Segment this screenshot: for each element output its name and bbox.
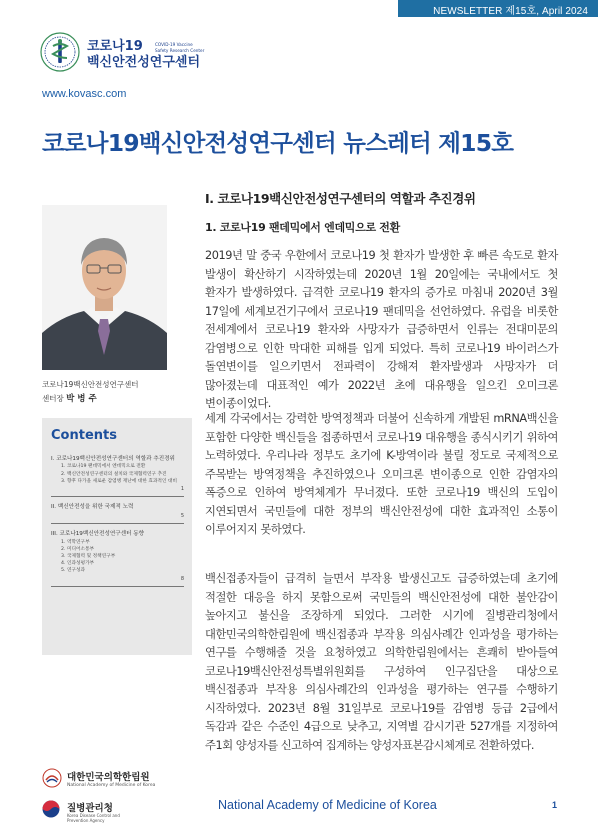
toc-page-number: 1	[51, 485, 184, 497]
toc-item[interactable]: 3. 국제협력 및 정책연구부	[61, 554, 116, 560]
toc-section	[51, 503, 184, 524]
toc-item[interactable]: 3. 향후 다가올 새로운 감염병 재난에 대한 효과적인 대비	[61, 478, 178, 484]
director-affiliation: 코로나19백신안전성연구센터	[42, 380, 139, 389]
toc-item[interactable]: 1. 역학연구부	[61, 539, 90, 545]
toc-page-number: 8	[51, 575, 184, 587]
toc-section	[51, 455, 184, 497]
director-name: 박 병 주	[66, 394, 97, 404]
contents-box	[42, 418, 192, 655]
nam-name-kr: 대한민국의학한림원	[67, 772, 150, 783]
org-name-en-line1: COVID-19 Vaccine	[155, 42, 193, 47]
org-name-en	[155, 42, 205, 53]
website-link[interactable]: www.kovasc.com	[42, 88, 127, 100]
toc-section-title[interactable]: II. 백신안전성을 위한 국제적 노력	[51, 504, 134, 511]
toc-section	[51, 530, 184, 587]
subsection-heading: 1. 코로나19 팬데믹에서 엔데믹으로 전환	[205, 221, 400, 234]
page-number: 1	[552, 800, 558, 810]
section-heading: I. 코로나19백신안전성연구센터의 역할과 추진경위	[205, 191, 476, 206]
article-paragraph: 백신접종자들이 급격히 늘면서 부작용 발생신고도 급증하였는데 초기에 적절한 대응을 하지 못함으로써 국민들의 백신안전성에 대한 불안감이 높아지고 불신을 조장하게 되었다. 그러한 시기에 질병관리청에서 대한민국의학한림원에 백신접종과 부작용 의심사례간 인과성을 평가하는 연구를 수행해줄 것을 요청하였고 의학한림원에서는 흔쾌히 받아들여 코로나19백신안전성특별위원회를 구성하여 인구집단을 대상으로 백신접종과 부작용 의심사례간의 인과성을 평가하는 연구를 수행하기 시작하였다. 2023년 8월 31일부로 코로나19를 감염병 등급 2급에서 독감과 같은 수준인 4급으로 낮추고, 지역별 감시기관 527개를 지정하여 주1회 양성자를 신고하여 집계하는 양성자표본감시체계로 전환하였다.	[205, 572, 558, 752]
newsletter-tag: NEWSLETTER 제15호, April 2024	[433, 6, 588, 17]
org-name-en-line2: Safety Research Center	[155, 47, 205, 53]
toc-item[interactable]: 5. 연구성과	[61, 568, 86, 574]
page-title: 코로나19백신안전성연구센터 뉴스레터 제15호	[42, 129, 514, 157]
toc-item[interactable]: 1. 코로나19 팬데믹에서 엔데믹으로 전환	[61, 464, 146, 470]
director-title-line	[42, 392, 138, 406]
footer-academy-name: National Academy of Medicine of Korea	[218, 798, 437, 812]
toc-item[interactable]: 2. 백신안전성연구센터의 설치와 국제협력연구 추진	[61, 471, 167, 477]
contents-heading: Contents	[51, 428, 117, 443]
center-logo-icon	[40, 32, 80, 72]
org-name-kr-line1: 코로나19	[87, 39, 143, 54]
org-name-kr-line2: 백신안전성연구센터	[87, 55, 201, 70]
kdca-logo-icon	[42, 800, 60, 818]
kdca-name-kr: 질병관리청	[67, 803, 113, 814]
nam-name-en: National Academy of Medicine of Korea	[67, 783, 156, 788]
nam-logo-icon	[42, 768, 62, 788]
director-role: 센터장	[42, 394, 64, 403]
toc-item[interactable]: 2. 미디어소통부	[61, 546, 95, 552]
toc-section-title[interactable]: I. 코로나19백신안전성연구센터의 역할과 추진경위	[51, 456, 175, 462]
article-paragraph: 2019년 말 중국 우한에서 코로나19 첫 환자가 발생한 후 빠른 속도로 환자 발생이 확산하기 시작하였는데 2020년 1월 20일에는 국내에서도 첫 환자가 발생하였다. 급격한 코로나19 환자의 증가로 마침내 2020년 3월 17일에 세계보건기구에서 코로나19 팬데믹을 선언하였다. 유럽을 비롯한 전세계에서 코로나19 환자와 사망자가 급증하면서 인류는 전대미문의 감염병으로 인한 막대한 피해를 입게 되었다. 특히 코로나19 바이러스가 돌연변이를 일으키면서 전파력이 강해져 환자발생과 사망자가 더 많아졌는데 대표적인 예가 2022년 초에 대유행을 일으킨 오미크론 변이종이었다.	[205, 249, 558, 410]
toc-page-number: 5	[51, 512, 184, 524]
toc-section-title[interactable]: III. 코로나19백신안전성연구센터 동향	[51, 531, 145, 538]
director-portrait	[42, 205, 167, 370]
kdca-name-en: Korea Disease Control and Prevention Agency	[67, 813, 120, 823]
portrait-caption	[42, 378, 138, 406]
newsletter-topbar	[398, 0, 598, 17]
toc-item[interactable]: 4. 인과성평가부	[61, 561, 95, 567]
article-paragraph: 세계 각국에서는 강력한 방역정책과 더불어 신속하게 개발된 mRNA백신을 포함한 다양한 백신들을 접종하면서 코로나19 대유행을 종식시키기 위하여 노력하였다. 우리나라 정부도 초기에 K-방역이라 불릴 정도로 국제적으로 주목받는 방역정책을 추진하였으나 오미크론 변이종으로 인한 감염자의 폭증으로 인하여 방역체계가 무너졌다. 또한 코로나19 백신의 도입이 지연되면서 국민들에 대한 정부의 백신안전성에 대한 효과적인 소통이 이루어지지 못하였다.	[205, 412, 558, 536]
